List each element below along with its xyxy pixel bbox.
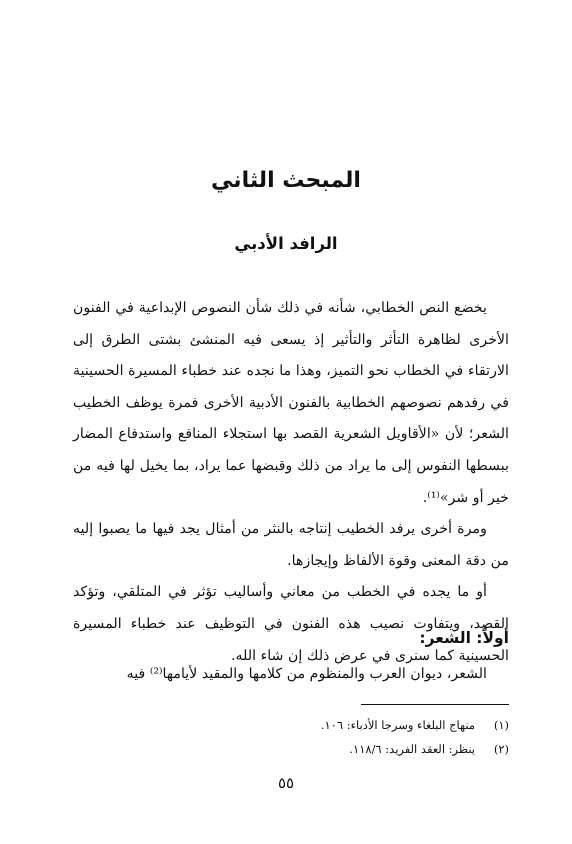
- subsection-heading: أولاً: الشعر:: [419, 629, 509, 647]
- section-subheading: الرافد الأدبي: [234, 234, 338, 253]
- subsection-paragraph: الشعر، ديوان العرب والمنظوم من كلامها والمقيد لأيامها⁽²⁾ فيه: [126, 666, 487, 682]
- body-text: [73, 293, 509, 672]
- footnote-2: [63, 737, 509, 761]
- footnote-number: (٢): [493, 742, 509, 756]
- paragraph-3: أو ما يجده في الخطب من معاني وأساليب تؤثر في المتلقي، وتؤكد القصد، ويتفاوت نصيب هذه الفنون في التوظيف عند خطباء المسيرة الحسينية كما سنرى في عرض ذلك إن شاء الله.: [73, 584, 509, 664]
- footnote-text: منهاج البلغاء وسرجا الأدباء: ١٠٦.: [320, 718, 475, 732]
- page-number: ٥٥: [277, 774, 295, 792]
- paragraph-1: يخضع النص الخطابي، شأنه في ذلك شأن النصوص الإبداعية في الفنون الأخرى لظاهرة التأثر والتأثير إذ يسعى فيه المنشئ بشتى الطرق إلى الارتقاء في الخطاب نحو التميز، وهذا ما نجده عند خطباء المسيرة الحسينية في رفدهم نصوصهم الخطابية بالفنون الأدبية الأخرى فمرة يوظف الخطيب الشعر؛ لأن «الأقاويل الشعرية القصد بها استجلاء المنافع واستدفاع المضار ببسطها النفوس إلى ما يراد من ذلك وقبضها عما يراد، بما يخيل لها فيه من خير أو شر»⁽¹⁾.: [73, 300, 509, 506]
- footnote-number: (١): [493, 718, 509, 732]
- subsection-text: [73, 660, 509, 688]
- footnote-1: [63, 713, 509, 737]
- paragraph-2: ومرة أخرى يرفد الخطيب إنتاجه بالنثر من أمثال يجد فيها ما يصبوا إليه من دقة المعنى وقوة الألفاظ وإيجازها.: [73, 521, 509, 569]
- footnote-text: ينظر: العقد الفريد: ١١٨/٦.: [349, 742, 475, 756]
- chapter-heading: المبحث الثاني: [211, 168, 361, 193]
- footnotes: [63, 713, 509, 761]
- footnote-divider: [361, 704, 509, 705]
